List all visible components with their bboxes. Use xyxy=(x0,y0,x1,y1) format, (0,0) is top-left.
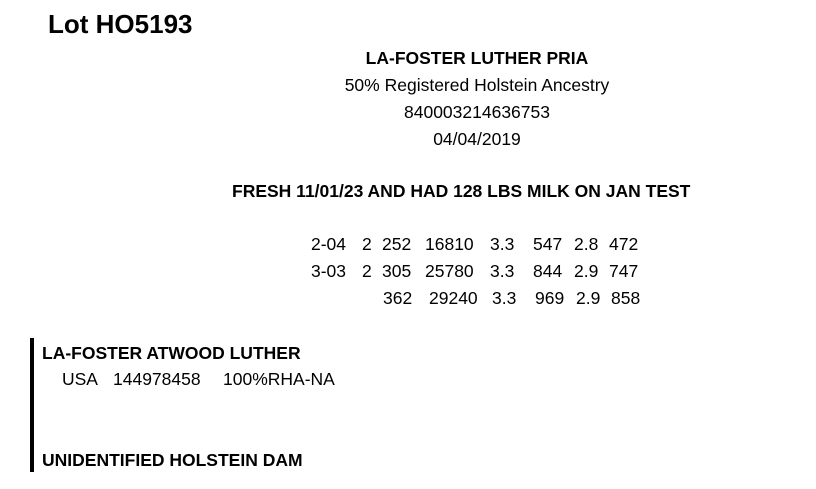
record-milk: 29240 xyxy=(429,288,478,308)
lot-title: Lot HO5193 xyxy=(48,9,193,39)
record-fat-pct: 3.3 xyxy=(492,288,517,308)
sire-breed-code: 100%RHA-NA xyxy=(223,369,335,389)
record-protein-pct: 2.9 xyxy=(574,261,599,281)
sire-name: LA-FOSTER ATWOOD LUTHER xyxy=(42,343,301,363)
record-fat-lbs: 547 xyxy=(533,234,563,254)
record-protein-lbs: 472 xyxy=(609,234,639,254)
record-row-best xyxy=(0,285,816,312)
record-fat-pct: 3.3 xyxy=(490,261,515,281)
record-protein-pct: 2.8 xyxy=(574,234,599,254)
record-protein-lbs: 747 xyxy=(609,261,639,281)
record-age: 3-03 xyxy=(311,261,347,281)
record-protein-lbs: 858 xyxy=(611,288,641,308)
animal-name: LA-FOSTER LUTHER PRIA xyxy=(365,48,589,68)
record-fat-lbs: 844 xyxy=(533,261,563,281)
record-milk: 16810 xyxy=(425,234,474,254)
animal-birth-date: 04/04/2019 xyxy=(433,129,521,149)
record-times: 2 xyxy=(362,261,372,281)
record-days: 252 xyxy=(382,234,412,254)
fresh-note: FRESH 11/01/23 AND HAD 128 LBS MILK ON JAN TEST xyxy=(232,181,691,201)
record-times: 2 xyxy=(362,234,372,254)
record-row xyxy=(0,231,816,258)
sire-registration: 144978458 xyxy=(113,369,201,389)
record-fat-pct: 3.3 xyxy=(490,234,515,254)
record-fat-lbs: 969 xyxy=(535,288,565,308)
record-protein-pct: 2.9 xyxy=(576,288,601,308)
record-milk: 25780 xyxy=(425,261,474,281)
animal-header xyxy=(0,45,816,153)
record-row xyxy=(0,258,816,285)
pedigree-bracket xyxy=(30,338,34,472)
record-age: 2-04 xyxy=(311,234,347,254)
dam-name: UNIDENTIFIED HOLSTEIN DAM xyxy=(42,450,303,470)
record-days: 362 xyxy=(383,288,413,308)
animal-ancestry: 50% Registered Holstein Ancestry xyxy=(344,75,610,95)
animal-id-number: 840003214636753 xyxy=(404,102,550,122)
sire-country: USA xyxy=(62,369,98,389)
record-days: 305 xyxy=(382,261,412,281)
sire-details xyxy=(62,366,335,392)
